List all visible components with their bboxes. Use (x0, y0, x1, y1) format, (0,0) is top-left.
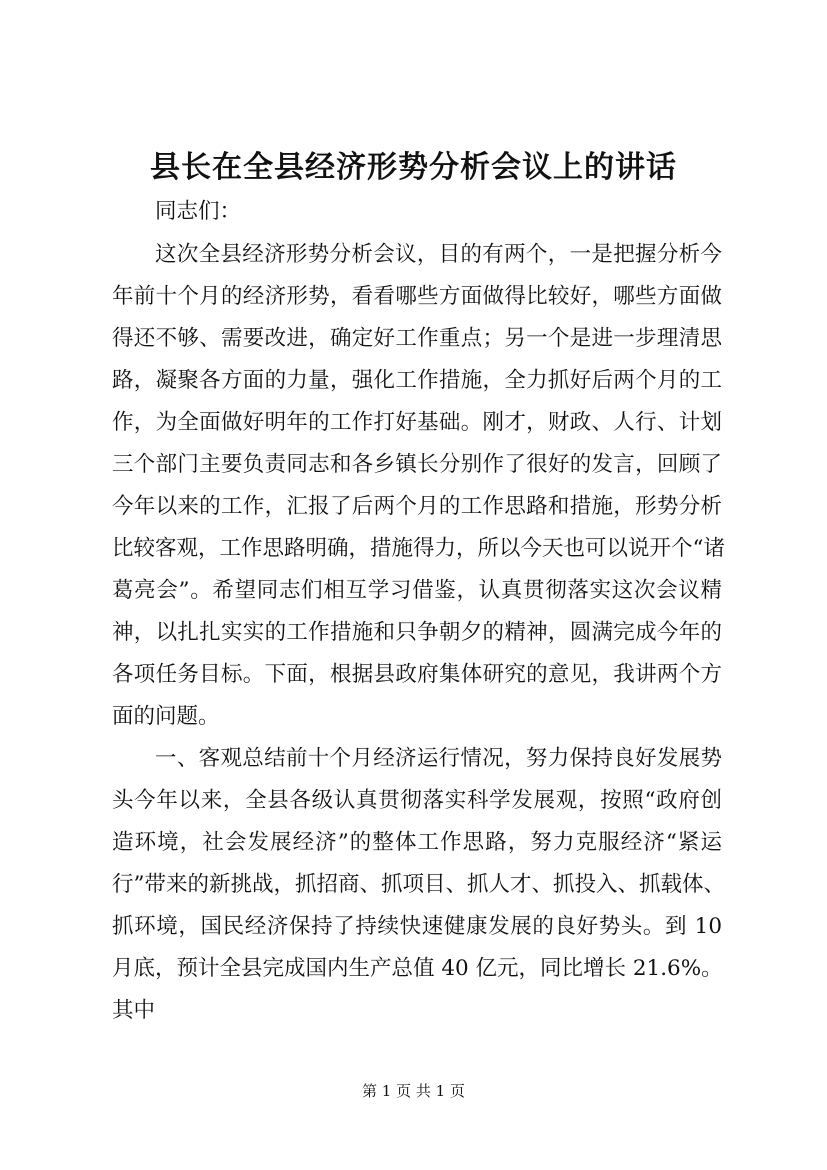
salutation: 同志们： (155, 199, 242, 224)
body-line: 这次全县经济形势分析会议，目的有两个，一是把握分析今 (155, 242, 722, 267)
body-line: 神，以扎扎实实的工作措施和只争朝夕的精神，圆满完成今年的 (112, 620, 722, 645)
body-line: 年前十个月的经济形势，看看哪些方面做得比较好，哪些方面做 (112, 284, 722, 309)
body-line: 三个部门主要负责同志和各乡镇长分别作了很好的发言，回顾了 (112, 452, 722, 477)
body-line: 作，为全面做好明年的工作打好基础。刚才，财政、人行、计划 (112, 410, 722, 435)
body-line: 路，凝聚各方面的力量，强化工作措施，全力抓好后两个月的工 (112, 368, 722, 393)
body-line: 造环境，社会发展经济”的整体工作思路，努力克服经济“紧运 (112, 830, 722, 855)
body-line: 行”带来的新挑战，抓招商、抓项目、抓人才、抓投入、抓载体、 (112, 872, 725, 897)
body-line: 比较客观，工作思路明确，措施得力，所以今天也可以说开个“诸 (112, 536, 725, 561)
page-number: 第 1 页 共 1 页 (362, 1082, 465, 1100)
body-line: 葛亮会”。希望同志们相互学习借鉴，认真贯彻落实这次会议精 (112, 578, 722, 603)
body-line: 月底，预计全县完成国内生产总值 40 亿元，同比增长 21.6%。 (112, 956, 723, 981)
document-title: 县长在全县经济形势分析会议上的讲话 (150, 150, 677, 185)
body-line: 其中 (112, 998, 156, 1023)
body-line: 得还不够、需要改进，确定好工作重点；另一个是进一步理清思 (112, 326, 722, 351)
body-line: 今年以来的工作，汇报了后两个月的工作思路和措施，形势分析 (112, 494, 722, 519)
body-line: 面的问题。 (112, 704, 220, 729)
body-line: 各项任务目标。下面，根据县政府集体研究的意见，我讲两个方 (112, 662, 722, 687)
section-heading-line: 一、客观总结前十个月经济运行情况，努力保持良好发展势 (155, 746, 722, 771)
body-line: 头今年以来，全县各级认真贯彻落实科学发展观，按照“政府创 (112, 788, 722, 813)
body-line: 抓环境，国民经济保持了持续快速健康发展的良好势头。到 10 (112, 914, 722, 939)
